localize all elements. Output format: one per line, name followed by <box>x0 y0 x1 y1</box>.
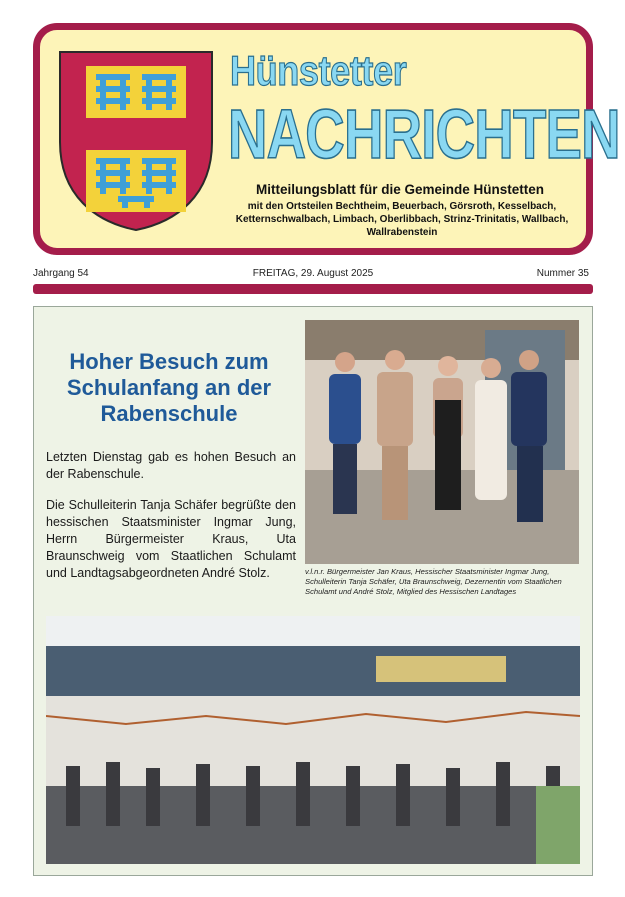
school-event-photo <box>46 616 580 864</box>
group-photo-caption: v.l.n.r. Bürgermeister Jan Kraus, Hessischer Staatsminister Ingmar Jung, Schulleiterin Tanja Schäfer, Uta Braunschweig, Dezernentin vom Staatlichen Schulamt und André Stolz, Mitglied des Hessischen Landtages <box>305 567 562 596</box>
article-body: Die Schulleiterin Tanja Schäfer begrüßte den hessischen Staatsminister Ingmar Jung, Herrn Bürgermeister Kraus, Uta Braunschweig vom Staatlichen Schulamt und Landtagsabgeordneten André Stolz. <box>46 498 296 580</box>
issue-date: FREITAG, 29. August 2025 <box>252 268 374 279</box>
article-lede: Letzten Dienstag gab es hohen Besuch an der Rabenschule. <box>46 450 296 481</box>
masthead <box>33 23 620 255</box>
article-headline: Hoher Besuch zum Schulanfang an der Rabenschule <box>66 349 272 426</box>
volume-label: Jahrgang 54 <box>33 268 89 279</box>
group-photo <box>305 320 579 564</box>
masthead-rule <box>33 284 593 294</box>
dateline <box>33 268 593 282</box>
masthead-title-line2: NACHRICHTEN <box>228 95 620 173</box>
masthead-subtitle: Mitteilungsblatt für die Gemeinde Hünstetten <box>255 182 544 197</box>
masthead-title-line1: Hünstetter <box>230 47 407 94</box>
article-box <box>33 306 593 876</box>
issue-number: Nummer 35 <box>536 268 589 279</box>
coat-of-arms-icon <box>56 46 216 232</box>
masthead-districts: mit den Ortsteilen Bechtheim, Beuerbach, Görsroth, Kesselbach, Ketternschwalbach, Limbach, Oberlibbach, Strinz-Trinitatis, Wallbach, Wallrabenstein <box>235 201 569 238</box>
